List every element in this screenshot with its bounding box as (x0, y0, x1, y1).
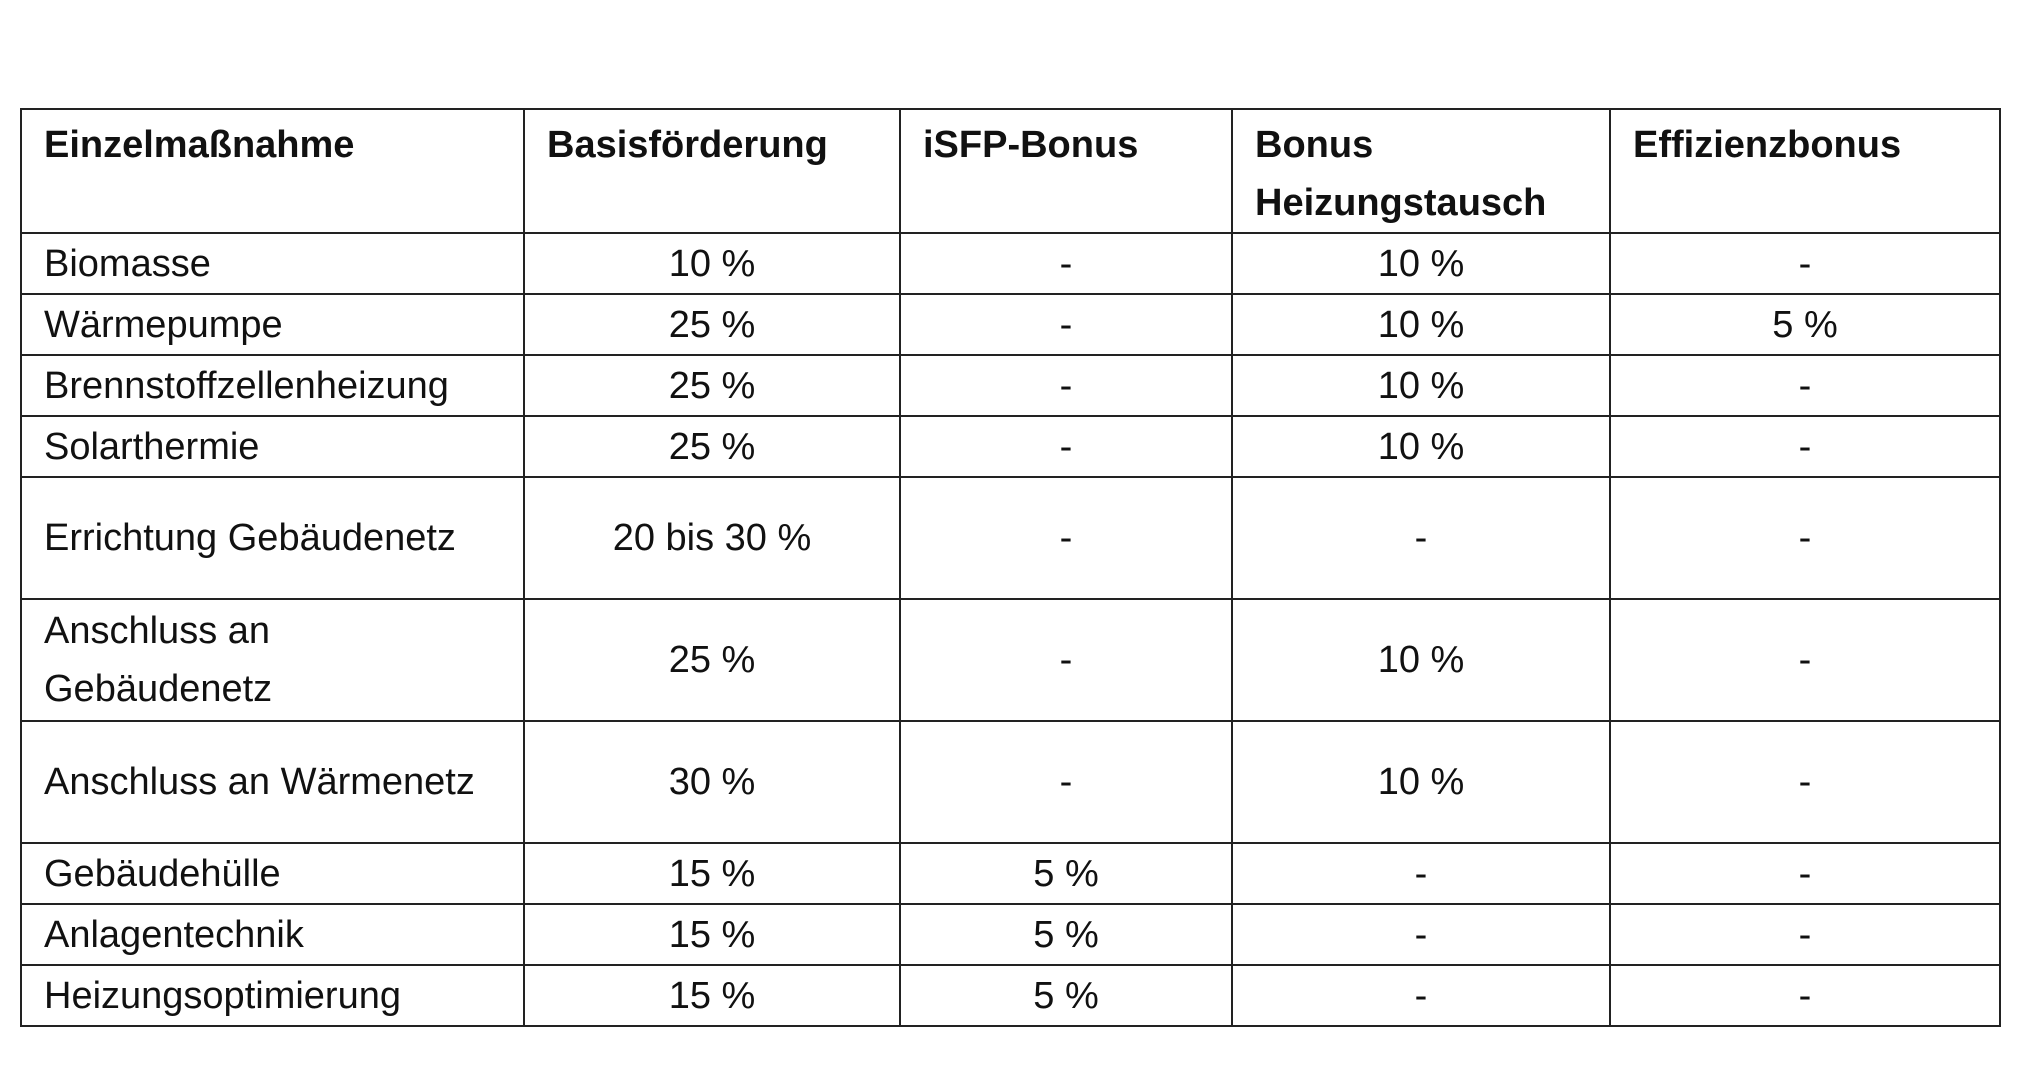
cell-measure: Heizungsoptimierung (21, 965, 524, 1026)
cell-base-funding: 20 bis 30 % (524, 477, 900, 599)
table-row (21, 477, 2000, 599)
cell-efficiency-bonus: - (1610, 355, 2000, 416)
cell-base-funding: 25 % (524, 599, 900, 721)
table-row (21, 965, 2000, 1026)
cell-efficiency-bonus: - (1610, 416, 2000, 477)
cell-efficiency-bonus: - (1610, 843, 2000, 904)
cell-heating-swap-bonus: 10 % (1232, 233, 1610, 294)
cell-base-funding: 25 % (524, 416, 900, 477)
cell-measure: Anlagentechnik (21, 904, 524, 965)
cell-measure: Errichtung Gebäudenetz (21, 477, 524, 599)
column-header-base-funding: Basisförderung (524, 109, 900, 233)
cell-heating-swap-bonus: 10 % (1232, 416, 1610, 477)
cell-measure: Gebäudehülle (21, 843, 524, 904)
cell-efficiency-bonus: - (1610, 721, 2000, 843)
cell-measure: Brennstoffzellenheizung (21, 355, 524, 416)
cell-efficiency-bonus: - (1610, 477, 2000, 599)
cell-base-funding: 10 % (524, 233, 900, 294)
cell-isfp-bonus: - (900, 294, 1232, 355)
cell-isfp-bonus: - (900, 416, 1232, 477)
column-header-efficiency-bonus: Effizienzbonus (1610, 109, 2000, 233)
table-row (21, 843, 2000, 904)
column-header-isfp-bonus: iSFP-Bonus (900, 109, 1232, 233)
cell-base-funding: 25 % (524, 294, 900, 355)
funding-table (20, 108, 2001, 1027)
column-header-heating-swap-bonus: Bonus Heizungstausch (1232, 109, 1610, 233)
cell-heating-swap-bonus: 10 % (1232, 294, 1610, 355)
cell-isfp-bonus: - (900, 721, 1232, 843)
cell-isfp-bonus: - (900, 355, 1232, 416)
cell-measure: Anschluss an Wärmenetz (21, 721, 524, 843)
cell-isfp-bonus: 5 % (900, 904, 1232, 965)
table-row (21, 294, 2000, 355)
cell-isfp-bonus: - (900, 233, 1232, 294)
table-row (21, 233, 2000, 294)
cell-efficiency-bonus: 5 % (1610, 294, 2000, 355)
cell-base-funding: 15 % (524, 904, 900, 965)
cell-measure: Anschluss an Gebäudenetz (21, 599, 524, 721)
cell-heating-swap-bonus: - (1232, 843, 1610, 904)
cell-isfp-bonus: 5 % (900, 965, 1232, 1026)
cell-isfp-bonus: 5 % (900, 843, 1232, 904)
cell-heating-swap-bonus: - (1232, 965, 1610, 1026)
cell-heating-swap-bonus: - (1232, 904, 1610, 965)
cell-heating-swap-bonus: 10 % (1232, 599, 1610, 721)
cell-base-funding: 25 % (524, 355, 900, 416)
table-row (21, 355, 2000, 416)
cell-isfp-bonus: - (900, 477, 1232, 599)
table-header-row (21, 109, 2000, 233)
table-row (21, 721, 2000, 843)
table-row (21, 904, 2000, 965)
cell-measure: Solarthermie (21, 416, 524, 477)
cell-efficiency-bonus: - (1610, 233, 2000, 294)
cell-base-funding: 30 % (524, 721, 900, 843)
cell-heating-swap-bonus: - (1232, 477, 1610, 599)
table-row (21, 599, 2000, 721)
cell-efficiency-bonus: - (1610, 965, 2000, 1026)
cell-measure: Biomasse (21, 233, 524, 294)
cell-base-funding: 15 % (524, 965, 900, 1026)
cell-heating-swap-bonus: 10 % (1232, 721, 1610, 843)
column-header-measure: Einzelmaßnahme (21, 109, 524, 233)
cell-isfp-bonus: - (900, 599, 1232, 721)
table-row (21, 416, 2000, 477)
cell-heating-swap-bonus: 10 % (1232, 355, 1610, 416)
cell-base-funding: 15 % (524, 843, 900, 904)
cell-efficiency-bonus: - (1610, 599, 2000, 721)
cell-efficiency-bonus: - (1610, 904, 2000, 965)
cell-measure: Wärmepumpe (21, 294, 524, 355)
